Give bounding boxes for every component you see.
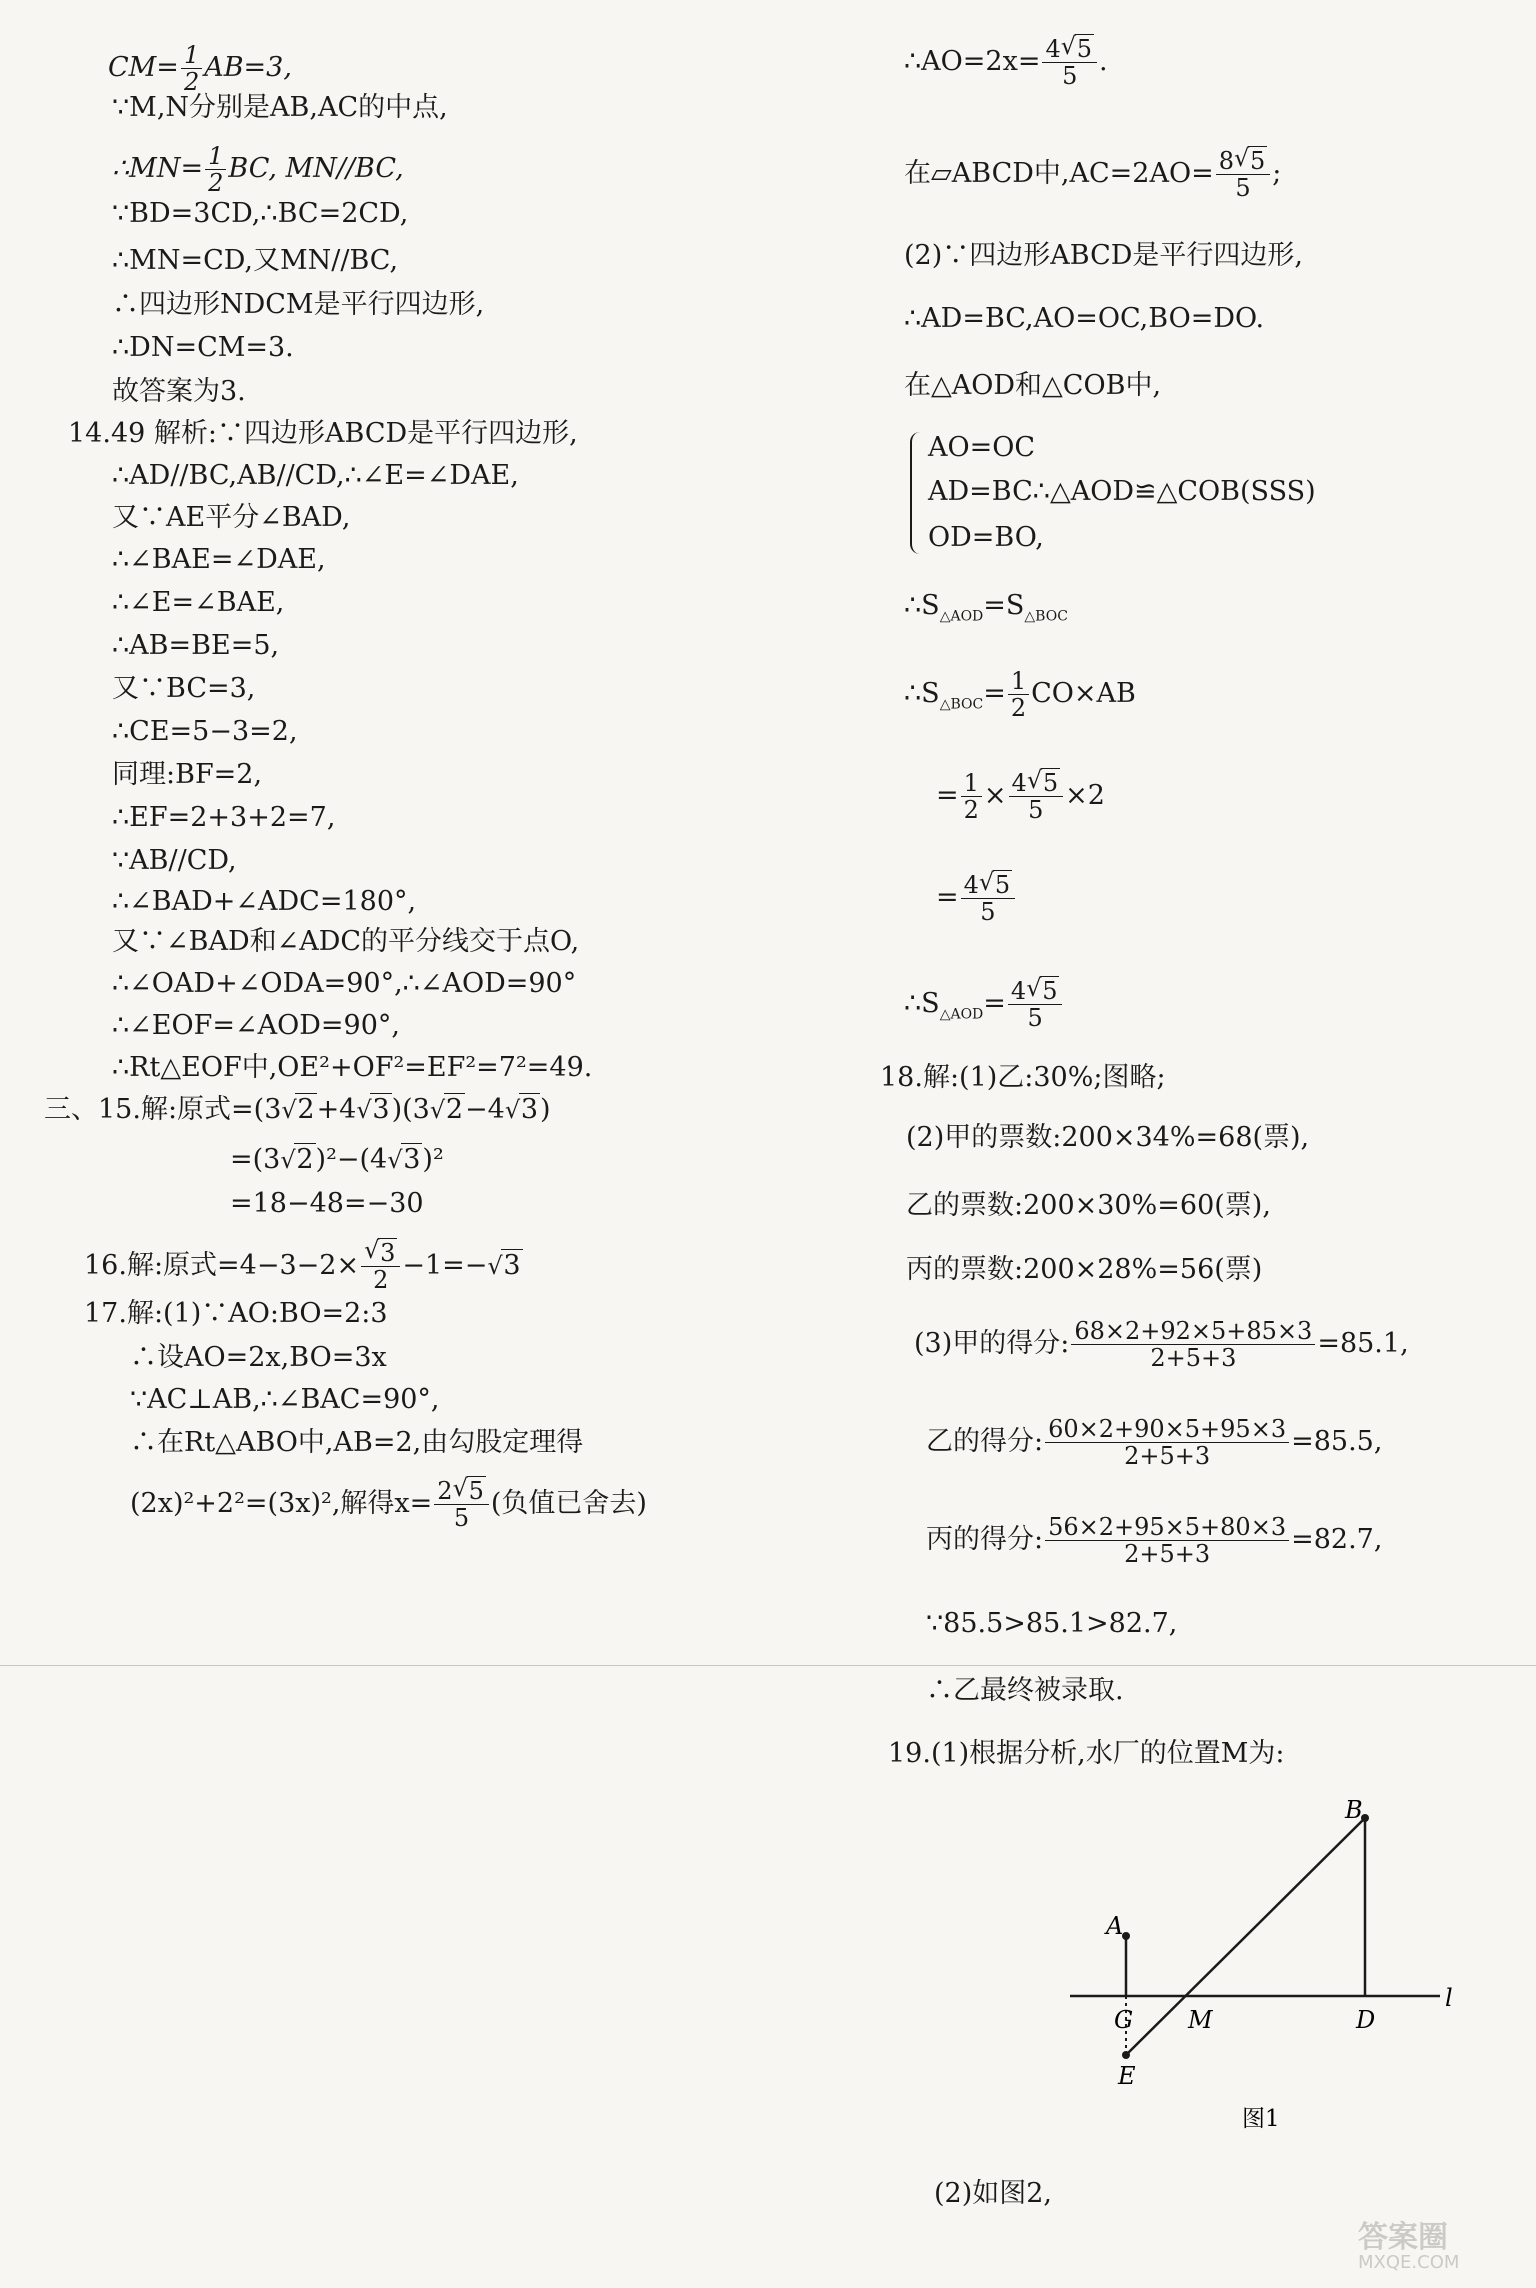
numerator <box>1042 36 1097 63</box>
q17-line-2: ∴设AO=2x,BO=3x <box>130 1342 387 1373</box>
radicand: 5 <box>1042 977 1058 1005</box>
numerator <box>1216 148 1271 175</box>
numerator: 1 <box>1008 668 1029 695</box>
text: +4 <box>316 1094 357 1125</box>
text: = <box>983 678 1006 709</box>
radicand: 2 <box>445 1094 463 1125</box>
line-6: ∴四边形NDCM是平行四边形, <box>112 289 485 320</box>
r-line-1 <box>904 36 1108 89</box>
numerator: 60×2+90×5+95×3 <box>1045 1416 1289 1443</box>
r-line-3: (2)∵四边形ABCD是平行四边形, <box>904 240 1303 271</box>
sqrt <box>364 1239 397 1267</box>
denominator: 2 <box>1010 694 1027 722</box>
text: =(3 <box>230 1144 281 1175</box>
denominator: 5 <box>453 1504 470 1532</box>
text: =85.1, <box>1317 1328 1409 1359</box>
denominator: 5 <box>1027 1004 1043 1032</box>
text: (2x)²+2²=(3x)²,解得x= <box>130 1488 433 1519</box>
text: ∴MN= <box>112 153 204 184</box>
q15-line-3: =18−48=−30 <box>230 1188 424 1219</box>
radicand: 5 <box>1076 35 1093 63</box>
fraction <box>961 872 1016 925</box>
numerator: 56×2+95×5+80×3 <box>1045 1514 1289 1541</box>
text: =S <box>983 590 1025 621</box>
text: 16.解:原式=4−3−2× <box>84 1250 360 1281</box>
q17-line-4: ∴在Rt△ABO中,AB=2,由勾股定理得 <box>130 1427 584 1458</box>
text: ; <box>1272 158 1282 189</box>
line-7: ∴DN=CM=3. <box>112 332 294 363</box>
r-line-9 <box>904 588 1068 634</box>
text: BC, MN//BC, <box>228 153 404 184</box>
text: 丙的得分: <box>926 1524 1044 1555</box>
text: AB=3, <box>204 52 292 83</box>
fraction <box>434 1478 489 1531</box>
sqrt <box>505 1094 540 1125</box>
sqrt <box>487 1250 522 1281</box>
text: = <box>936 780 959 811</box>
figure-1 <box>1060 1790 1500 2130</box>
radicand: 5 <box>994 871 1011 899</box>
r-line-18 <box>914 1318 1409 1371</box>
sqrt <box>281 1094 316 1125</box>
text: = <box>936 882 959 913</box>
line-12: ∴∠BAE=∠DAE, <box>112 544 326 575</box>
sqrt <box>1234 147 1267 175</box>
label-g: G <box>1114 2006 1134 2034</box>
fraction <box>1045 1514 1289 1567</box>
line-16: ∴CE=5−3=2, <box>112 716 298 747</box>
sqrt <box>979 871 1012 899</box>
label-l: l <box>1445 1984 1453 2012</box>
line-18: ∴EF=2+3+2=7, <box>112 802 336 833</box>
q15-line-2 <box>230 1142 444 1178</box>
line-15: 又∵BC=3, <box>112 673 256 704</box>
divider-line <box>0 1665 1536 1666</box>
fraction <box>361 1240 400 1293</box>
denominator: 5 <box>980 898 996 926</box>
text: ×2 <box>1065 780 1105 811</box>
line-21: 又∵∠BAD和∠ADC的平分线交于点O, <box>112 926 580 957</box>
text: )(3 <box>391 1094 430 1125</box>
denominator: 2 <box>183 68 200 96</box>
numerator <box>1009 770 1064 797</box>
radicand: 2 <box>296 1144 314 1175</box>
text: =82.7, <box>1291 1524 1383 1555</box>
sqrt <box>1026 977 1059 1005</box>
line-2: ∵M,N分别是AB,AC的中点, <box>112 92 448 123</box>
label-a: A <box>1106 1912 1124 1940</box>
label-e: E <box>1118 2062 1136 2090</box>
text: 三、15.解:原式=(3 <box>44 1094 282 1125</box>
sqrt <box>280 1144 315 1175</box>
radicand: 2 <box>297 1094 315 1125</box>
r-line-19 <box>926 1416 1382 1469</box>
point-e <box>1122 2051 1130 2059</box>
r-line-4: ∴AD=BC,AO=OC,BO=DO. <box>904 303 1265 334</box>
text: −4 <box>465 1094 505 1125</box>
r-line-22: ∴乙最终被录取. <box>926 1675 1124 1706</box>
r-line-5: 在△AOD和△COB中, <box>904 370 1162 401</box>
text: )² <box>422 1144 444 1175</box>
text: =85.5, <box>1291 1426 1383 1457</box>
radicand: 3 <box>503 1250 521 1281</box>
line-14: ∴AB=BE=5, <box>112 630 280 661</box>
fraction <box>1009 770 1064 823</box>
r-line-12 <box>936 872 1017 925</box>
radicand: 5 <box>1250 147 1266 175</box>
q17-line-5 <box>130 1478 647 1531</box>
watermark-logo <box>1328 2208 1518 2278</box>
text: = <box>983 988 1006 1019</box>
line-22: ∴∠OAD+∠ODA=90°,∴∠AOD=90° <box>112 968 577 999</box>
watermark-top: 答案圈 <box>1358 2220 1448 2255</box>
denominator: 2+5+3 <box>1150 1344 1237 1372</box>
denominator: 2+5+3 <box>1124 1442 1211 1470</box>
line-5: ∴MN=CD,又MN//BC, <box>112 245 399 276</box>
coef: 4 <box>1045 35 1061 63</box>
denominator: 5 <box>1062 62 1078 90</box>
fraction <box>181 42 202 95</box>
numerator <box>361 1240 400 1267</box>
coef: 4 <box>963 871 979 899</box>
numerator: 68×2+92×5+85×3 <box>1071 1318 1315 1345</box>
numerator <box>1008 978 1063 1005</box>
line-9: 14.49 解析:∵四边形ABCD是平行四边形, <box>68 418 578 449</box>
text: )²−(4 <box>315 1144 388 1175</box>
numerator: 1 <box>181 42 202 69</box>
q16-line <box>84 1240 523 1293</box>
sqrt <box>356 1094 391 1125</box>
subscript: △BOC <box>939 696 984 713</box>
line-20: ∴∠BAD+∠ADC=180°, <box>112 886 417 917</box>
numerator: 1 <box>205 143 226 170</box>
line-8: 故答案为3. <box>112 376 246 407</box>
text: 乙的得分: <box>926 1426 1044 1457</box>
coef: 8 <box>1218 147 1234 175</box>
r-line-13 <box>904 978 1064 1032</box>
text: . <box>1099 46 1108 77</box>
label-d: D <box>1356 2006 1376 2034</box>
text: (负值已舍去) <box>490 1488 647 1519</box>
text: ∴S <box>904 590 940 621</box>
denominator: 2 <box>963 796 979 824</box>
fraction <box>1008 668 1029 721</box>
line-cm <box>108 42 292 95</box>
r-line-11 <box>936 770 1105 823</box>
text: 在▱ABCD中,AC=2AO= <box>904 158 1214 189</box>
line-10: ∴AD//BC,AB//CD,∴∠E=∠DAE, <box>112 460 519 491</box>
sqrt <box>387 1144 422 1175</box>
fraction <box>205 143 226 196</box>
r-line-16: 乙的票数:200×30%=60(票), <box>906 1190 1271 1221</box>
q15-line <box>44 1092 551 1128</box>
q17-line-3: ∵AC⊥AB,∴∠BAC=90°, <box>130 1384 440 1415</box>
line-19: ∵AB//CD, <box>112 845 237 876</box>
radicand: 3 <box>380 1239 396 1267</box>
text: ) <box>540 1094 551 1125</box>
segment-eb <box>1126 1818 1365 2055</box>
fraction <box>1071 1318 1315 1371</box>
sqrt <box>1061 35 1094 63</box>
radicand: 3 <box>372 1094 390 1125</box>
watermark-bottom: MXQE.COM <box>1358 2252 1460 2273</box>
radicand: 5 <box>468 1477 484 1505</box>
fraction <box>1042 36 1097 89</box>
system-brace <box>910 432 924 554</box>
coef: 2 <box>437 1477 453 1505</box>
line-23: ∴∠EOF=∠AOD=90°, <box>112 1010 400 1041</box>
sqrt <box>1027 769 1060 797</box>
denominator: 5 <box>1028 796 1044 824</box>
numerator: 1 <box>961 770 982 797</box>
radicand: 3 <box>403 1144 421 1175</box>
text: × <box>983 780 1007 811</box>
r-line-24: (2)如图2, <box>934 2178 1053 2209</box>
text: ∴S <box>904 988 940 1019</box>
q17-line: 17.解:(1)∵AO:BO=2:3 <box>84 1298 388 1329</box>
r-line-21: ∵85.5>85.1>82.7, <box>926 1608 1178 1639</box>
r-line-17: 丙的票数:200×28%=56(票) <box>906 1254 1263 1285</box>
r-line-14: 18.解:(1)乙:30%;图略; <box>880 1062 1166 1093</box>
text: CO×AB <box>1031 678 1136 709</box>
r-line-2 <box>904 148 1281 201</box>
sqrt <box>430 1094 465 1125</box>
line-mn <box>112 143 404 196</box>
fraction <box>1045 1416 1289 1469</box>
coef: 4 <box>1010 977 1027 1005</box>
r-line-10 <box>904 668 1136 722</box>
subscript: △AOD <box>939 1006 984 1023</box>
line-4: ∵BD=3CD,∴BC=2CD, <box>112 198 409 229</box>
text: −1=− <box>402 1250 488 1281</box>
figure-caption: 图1 <box>1242 2106 1280 2130</box>
fraction <box>1216 148 1271 201</box>
label-b: B <box>1345 1796 1363 1824</box>
text: CM= <box>108 52 179 83</box>
text: ∴S <box>904 678 940 709</box>
text: ∴AO=2x= <box>904 46 1041 77</box>
denominator: 2 <box>208 169 224 197</box>
subscript: △BOC <box>1024 608 1068 625</box>
fraction <box>961 770 982 823</box>
r-line-23: 19.(1)根据分析,水厂的位置M为: <box>888 1738 1285 1769</box>
r-line-15: (2)甲的票数:200×34%=68(票), <box>906 1122 1310 1153</box>
denominator: 2 <box>373 1266 389 1294</box>
r-line-8: OD=BO, <box>928 522 1044 553</box>
text: (3)甲的得分: <box>914 1328 1070 1359</box>
r-line-7: AD=BC∴△AOD≌△COB(SSS) <box>928 476 1316 507</box>
denominator: 5 <box>1235 174 1251 202</box>
r-line-6: AO=OC <box>928 432 1036 463</box>
line-11: 又∵AE平分∠BAD, <box>112 502 351 533</box>
coef: 4 <box>1011 769 1027 797</box>
label-m: M <box>1188 2006 1213 2034</box>
line-24: ∴Rt△EOF中,OE²+OF²=EF²=7²=49. <box>112 1052 593 1083</box>
line-13: ∴∠E=∠BAE, <box>112 587 285 618</box>
numerator <box>961 872 1016 899</box>
fraction <box>1008 978 1063 1031</box>
sqrt <box>453 1477 486 1505</box>
r-line-20 <box>926 1514 1382 1567</box>
denominator: 2+5+3 <box>1124 1540 1211 1568</box>
subscript: △AOD <box>939 608 984 625</box>
numerator <box>434 1478 489 1505</box>
radicand: 5 <box>1042 769 1059 797</box>
radicand: 3 <box>520 1094 538 1125</box>
line-17: 同理:BF=2, <box>112 759 263 790</box>
